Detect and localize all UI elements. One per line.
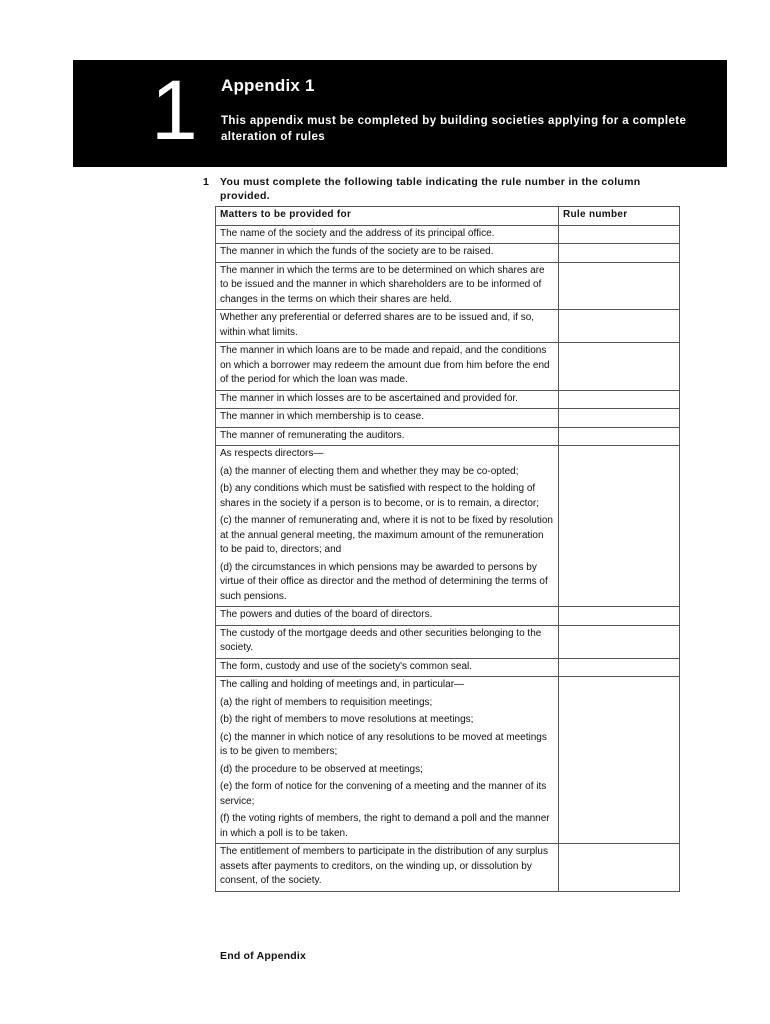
matter-text: The manner in which loans are to be made and repaid, and the conditions on which a borrower may redeem the amount due from him before the end of the period for which the loan was made. (220, 345, 550, 385)
matter-cell (216, 446, 559, 607)
matter-text: (c) the manner in which notice of any resolutions to be moved at meetings is to be given to members; (220, 731, 547, 757)
rule-number-cell[interactable] (559, 427, 680, 446)
table-row (216, 390, 680, 409)
matter-text: The entitlement of members to participate in the distribution of any surplus assets after payments to creditors, on the winding up, or dissolution by consent, of the society. (220, 846, 548, 886)
matter-cell (216, 607, 559, 626)
end-of-appendix: End of Appendix (220, 950, 307, 962)
table-row (216, 677, 680, 844)
table-row (216, 409, 680, 428)
rule-number-cell[interactable] (559, 446, 680, 607)
matter-text: (e) the form of notice for the convening of a meeting and the manner of its service; (220, 781, 547, 807)
matter-text: (d) the procedure to be observed at meetings; (220, 763, 423, 775)
matter-cell (216, 625, 559, 658)
matter-text: The name of the society and the address of its principal office. (220, 227, 495, 239)
matter-cell (216, 409, 559, 428)
matter-text: The powers and duties of the board of directors. (220, 609, 433, 620)
appendix-subtitle: This appendix must be completed by building societies applying for a complete alteration of rules (221, 115, 687, 143)
rule-number-cell[interactable] (559, 677, 680, 844)
matter-text: As respects directors— (220, 448, 324, 459)
instruction-number: 1 (203, 176, 210, 188)
matter-text: (a) the manner of electing them and whether they may be co-opted; (220, 465, 519, 477)
rule-number-cell[interactable] (559, 244, 680, 263)
table-row (216, 607, 680, 626)
rule-number-cell[interactable] (559, 390, 680, 409)
table-row (216, 262, 680, 310)
table-row (216, 427, 680, 446)
matter-text: The manner in which losses are to be ascertained and provided for. (220, 392, 518, 404)
table-row (216, 225, 680, 244)
rules-table (215, 206, 680, 892)
matter-text: The manner in which the funds of the society are to be raised. (220, 246, 494, 257)
instruction-text: You must complete the following table indicating the rule number in the column provided. (220, 176, 641, 202)
table-header-row (216, 207, 680, 226)
rules-table-body (216, 225, 680, 891)
rule-number-cell[interactable] (559, 658, 680, 677)
rule-number-cell[interactable] (559, 262, 680, 310)
matter-text: The calling and holding of meetings and, in particular— (220, 679, 465, 690)
appendix-title: Appendix 1 (221, 76, 315, 95)
matter-cell (216, 244, 559, 263)
rule-number-cell[interactable] (559, 625, 680, 658)
matter-cell (216, 343, 559, 391)
matter-text: The manner of remunerating the auditors. (220, 429, 405, 441)
matter-text: The form, custody and use of the society's common seal. (220, 660, 473, 672)
appendix-banner (73, 60, 727, 167)
matter-text: (c) the manner of remunerating and, where it is not to be fixed by resolution at the annual general meeting, the maximum amount of the remuneration to be paid to, directors; and (220, 515, 553, 555)
table-row (216, 244, 680, 263)
instruction (203, 175, 673, 203)
matter-text: (b) any conditions which must be satisfied with respect to the holding of shares in the society if a person is to become, or is to remain, a director; (220, 483, 540, 509)
matter-cell (216, 677, 559, 844)
matter-cell (216, 844, 559, 892)
rule-number-cell[interactable] (559, 225, 680, 244)
matter-text: (b) the right of members to move resolutions at meetings; (220, 714, 474, 725)
matter-text: (f) the voting rights of members, the right to demand a poll and the manner in which a poll is to be taken. (220, 813, 550, 839)
rule-number-cell[interactable] (559, 409, 680, 428)
table-row (216, 658, 680, 677)
rule-number-cell[interactable] (559, 310, 680, 343)
rule-number-cell[interactable] (559, 343, 680, 391)
rule-number-cell[interactable] (559, 844, 680, 892)
matter-text: The custody of the mortgage deeds and other securities belonging to the society. (220, 627, 542, 653)
matter-cell (216, 390, 559, 409)
matter-text: (a) the right of members to requisition meetings; (220, 696, 433, 708)
appendix-number: 1 (151, 63, 198, 157)
header-matters: Matters to be provided for (216, 207, 559, 226)
table-row (216, 310, 680, 343)
matter-text: (d) the circumstances in which pensions may be awarded to persons by virtue of their office as director and the method of determining the terms of such pensions. (220, 561, 548, 602)
matter-text: The manner in which the terms are to be determined on which shares are to be issued and the manner in which shareholders are to be informed of changes in the terms on which their shares are held. (220, 264, 545, 305)
matter-cell (216, 658, 559, 677)
matter-text: The manner in which membership is to cease. (220, 411, 424, 422)
table-row (216, 844, 680, 892)
table-row (216, 625, 680, 658)
rule-number-cell[interactable] (559, 607, 680, 626)
matter-text: Whether any preferential or deferred shares are to be issued and, if so, within what limits. (220, 312, 535, 338)
table-row (216, 446, 680, 607)
header-rule-number: Rule number (559, 207, 680, 226)
matter-cell (216, 310, 559, 343)
matter-cell (216, 262, 559, 310)
matter-cell (216, 427, 559, 446)
table-row (216, 343, 680, 391)
matter-cell (216, 225, 559, 244)
